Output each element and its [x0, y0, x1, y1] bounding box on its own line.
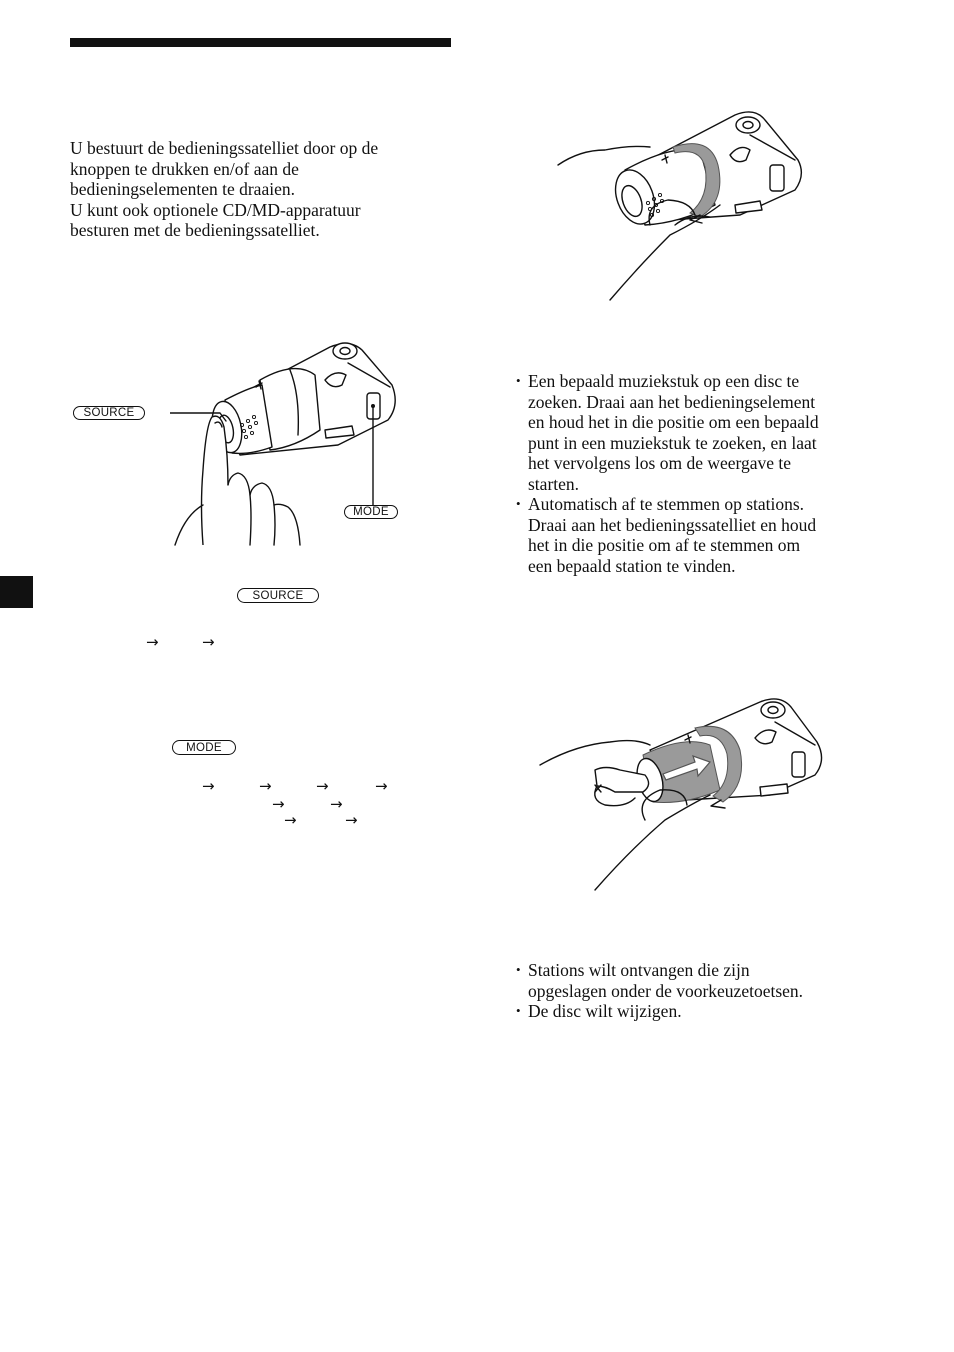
- intro-line: U bestuurt de bedieningssatelliet door op de: [70, 138, 379, 158]
- list-item: [516, 494, 876, 576]
- sequence-arrow: →: [202, 633, 215, 651]
- sequence-arrow: →: [284, 811, 297, 829]
- intro-line: besturen met de bedieningssatelliet.: [70, 220, 320, 240]
- intro-line: knoppen te drukken en/of aan de: [70, 158, 299, 179]
- source-button-label: SOURCE: [73, 406, 145, 420]
- list-item-line: een bepaald station te vinden.: [528, 555, 736, 576]
- rotary-commander-push-rotate-illustration: [535, 690, 830, 895]
- list-item-line: en houd het in die positie om een bepaald: [528, 412, 819, 432]
- sequence-arrow: →: [330, 795, 343, 813]
- sequence-arrow: →: [146, 633, 159, 651]
- list-item-line: starten.: [528, 473, 580, 494]
- list-item: [516, 1001, 876, 1022]
- list-item-line: • Stations wilt ontvangen die zijn: [528, 960, 750, 980]
- list-item-line: zoeken. Draai aan het bedieningselement: [528, 391, 816, 412]
- sequence-arrow: →: [345, 811, 358, 829]
- list-item-line: • De disc wilt wijzigen.: [528, 1001, 682, 1021]
- chapter-side-tab: [0, 576, 33, 608]
- list-item-line: • Een bepaald muziekstuk op een disc te: [528, 371, 800, 391]
- mode-button-label: MODE: [344, 505, 398, 519]
- sequence-arrow: →: [259, 777, 272, 795]
- mode-key-label: MODE: [172, 740, 236, 755]
- list-item-line: • Automatisch af te stemmen op stations.: [528, 494, 805, 514]
- list-item-line: opgeslagen onder de voorkeuzetoetsen.: [528, 980, 804, 1001]
- list-item-line: het in die positie om af te stemmen om: [528, 535, 801, 555]
- section-header-bar: [70, 38, 451, 47]
- sequence-arrow: →: [272, 795, 285, 813]
- list-item: [516, 960, 876, 1001]
- push-rotate-function-list: [516, 960, 876, 1022]
- rotate-function-list: [516, 371, 876, 576]
- list-item-line: het vervolgens los om de weergave te: [528, 453, 792, 473]
- sequence-arrow: →: [202, 777, 215, 795]
- intro-line: bedieningselementen te draaien.: [70, 179, 295, 199]
- sequence-arrow: →: [316, 777, 329, 795]
- list-item-line: Draai aan het bedieningssatelliet en houd: [528, 514, 817, 535]
- sequence-arrow: →: [375, 777, 388, 795]
- source-key-label: SOURCE: [237, 588, 319, 603]
- intro-line: U kunt ook optionele CD/MD-apparatuur: [70, 199, 361, 220]
- list-item-line: punt in een muziekstuk te zoeken, en laat: [528, 432, 817, 453]
- list-item: [516, 371, 876, 494]
- intro-paragraph: [70, 138, 450, 241]
- rotary-commander-rotate-illustration: [550, 105, 810, 305]
